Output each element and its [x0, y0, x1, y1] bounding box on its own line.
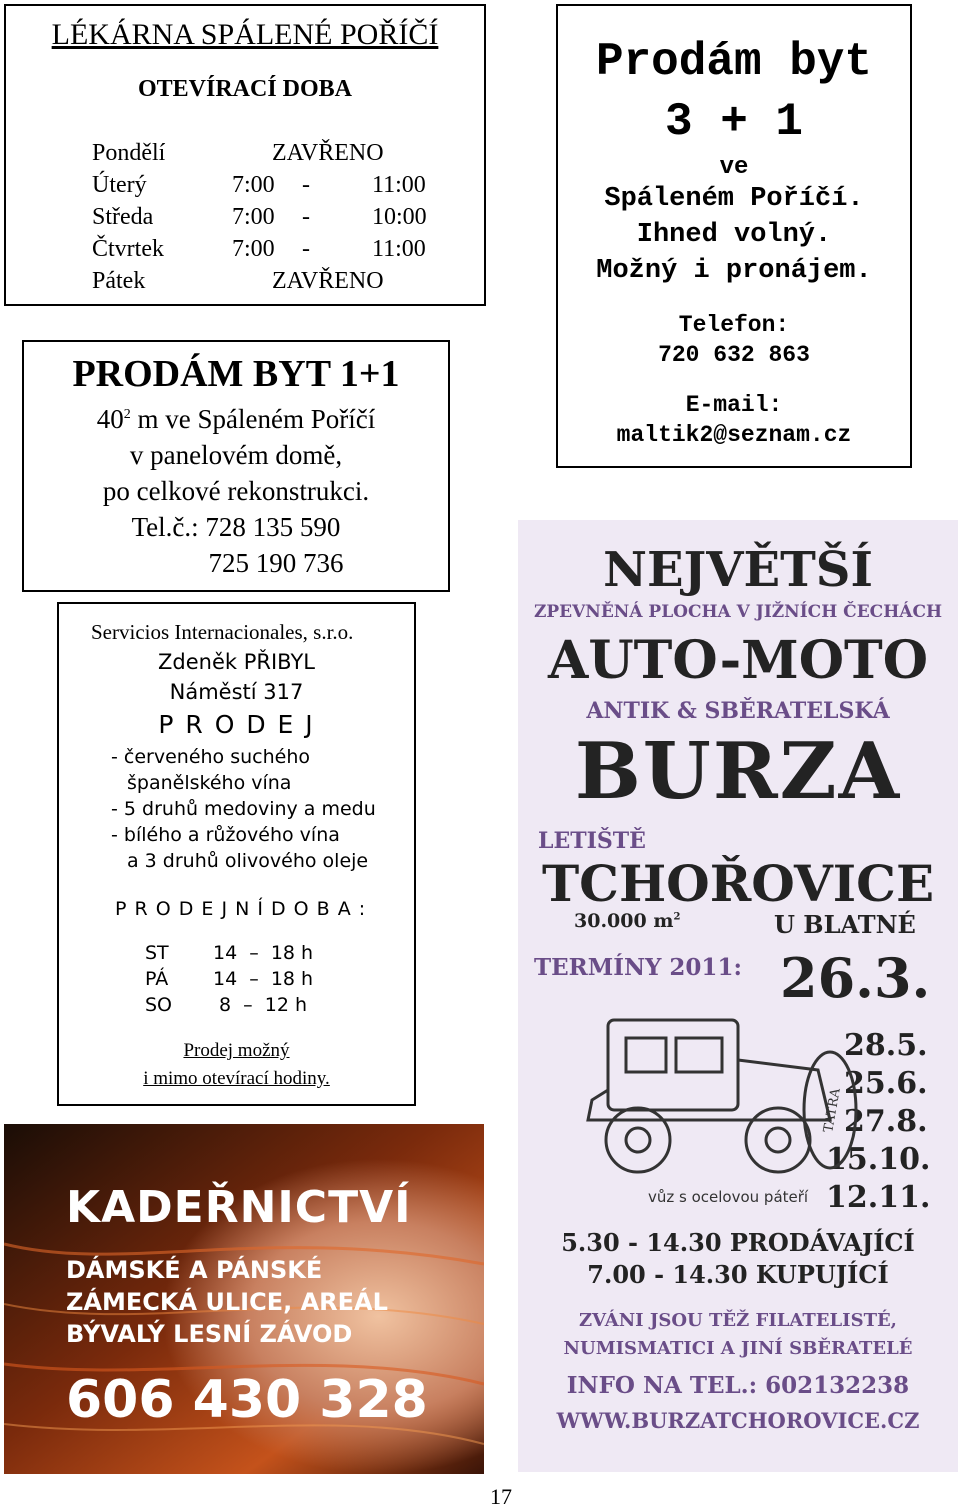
hours-row-monday — [92, 140, 472, 172]
pharmacy-title: LÉKÁRNA SPÁLENÉ POŘÍČÍ — [51, 18, 439, 51]
burza-sellers: 5.30 - 14.30 PRODÁVAJÍCÍ — [561, 1228, 915, 1257]
opening-hours-heading: OTEVÍRACÍ DOBA — [137, 76, 353, 102]
burza-blatna: U BLATNÉ — [774, 910, 916, 939]
hairdresser-phone: 606 430 328 — [66, 1370, 428, 1430]
open-time: 7:00 — [232, 236, 275, 262]
hours-row-tuesday — [92, 172, 472, 204]
area-rest: m ve Spáleném Poříčí — [130, 404, 376, 434]
burza-area-sup: 2 — [673, 911, 681, 923]
wine-item: španělského vína — [127, 772, 292, 794]
burza-date: 27.8. — [844, 1104, 928, 1139]
car-brand-label: TATRA — [821, 1087, 844, 1134]
day-label: Pátek — [92, 268, 146, 294]
day-label: Pondělí — [92, 140, 166, 166]
hours-row-wednesday — [92, 204, 472, 236]
burza-info-phone: INFO NA TEL.: 602132238 — [566, 1372, 910, 1399]
wine-note-1: Prodej možný — [183, 1040, 290, 1061]
close-time: 11:00 — [372, 236, 426, 262]
burza-area — [574, 910, 680, 932]
wine-hours-day: PÁ — [145, 968, 169, 990]
flat-line-renovation: po celkové rekonstrukci. — [102, 476, 370, 506]
closed-label: ZAVŘENO — [272, 268, 384, 294]
wine-item: - červeného suchého — [111, 746, 310, 768]
hairdresser-line-2: ZÁMECKÁ ULICE, AREÁL — [66, 1288, 388, 1316]
burza-line-letiste: LETIŠTĚ — [538, 828, 646, 854]
wine-item: - bílého a růžového vína — [111, 824, 340, 846]
burza-date: 26.3. — [780, 946, 931, 1010]
wine-company: Servicios Internacionales, s.r.o. — [91, 620, 354, 644]
vintage-car-illustration — [568, 990, 868, 1230]
pharmacy-hours-box — [4, 4, 486, 306]
flat-large-phone: 720 632 863 — [658, 342, 810, 368]
flat-1plus1-ad — [22, 340, 450, 592]
burza-terms-label: TERMÍNY 2011: — [534, 954, 742, 981]
flat-area-line — [24, 404, 448, 435]
flat-large-email-label: E-mail: — [685, 392, 783, 418]
wine-address: Náměstí 317 — [169, 680, 304, 704]
flat-large-size: 3 + 1 — [664, 96, 804, 148]
time-dash: - — [302, 236, 310, 262]
flat-3plus1-ad — [556, 4, 912, 468]
wine-hours-day: ST — [145, 942, 169, 964]
hairdresser-line-3: BÝVALÝ LESNÍ ZÁVOD — [66, 1320, 353, 1348]
flat-line-panel: v panelovém domě, — [129, 440, 343, 470]
flat-ad-heading: PRODÁM BYT 1+1 — [72, 353, 400, 395]
wine-owner: Zdeněk PŘIBYL — [158, 650, 315, 674]
flat-large-heading: Prodám byt — [595, 36, 873, 88]
burza-line-area: ZPEVNĚNÁ PLOCHA V JIŽNÍCH ČECHÁCH — [533, 602, 943, 622]
hours-row-thursday — [92, 236, 472, 268]
hours-row-friday — [92, 268, 472, 300]
flat-large-rent: Možný i pronájem. — [596, 256, 872, 286]
flat-large-location: Spáleném Poříčí. — [604, 184, 864, 214]
page-number: 17 — [490, 1484, 512, 1509]
car-caption: vůz s ocelovou páteří — [648, 1188, 809, 1206]
wine-note-2: i mimo otevírací hodiny. — [143, 1068, 330, 1089]
burza-date: 28.5. — [844, 1028, 928, 1063]
wine-hours-title: P R O D E J N Í D O B A : — [115, 898, 367, 920]
wine-hours-time: 14 – 18 h — [213, 968, 314, 990]
wine-prodej-heading: P R O D E J — [158, 710, 315, 739]
burza-line-burza: BURZA — [574, 726, 902, 817]
burza-invite-2: NUMISMATICI A JINÍ SBĚRATELÉ — [563, 1338, 913, 1359]
burza-line-largest: NEJVĚTŠÍ — [603, 542, 873, 598]
hairdresser-title: KADEŘNICTVÍ — [66, 1182, 412, 1233]
wine-hours-time: 14 – 18 h — [213, 942, 314, 964]
burza-line-antik: ANTIK & SBĚRATELSKÁ — [586, 698, 890, 724]
wine-shop-ad — [57, 602, 416, 1106]
hairdresser-line-1: DÁMSKÉ A PÁNSKÉ — [66, 1256, 323, 1284]
burza-invite-1: ZVÁNI JSOU TĚŽ FILATELISTÉ, — [579, 1310, 897, 1331]
close-time: 11:00 — [372, 172, 426, 198]
day-label: Úterý — [92, 172, 147, 198]
burza-date: 25.6. — [844, 1066, 928, 1101]
burza-line-tchorovice: TCHOŘOVICE — [541, 854, 935, 913]
close-time: 10:00 — [372, 204, 427, 230]
wine-hours-day: SO — [145, 994, 173, 1016]
burza-date: 15.10. — [826, 1142, 931, 1177]
flat-large-available: Ihned volný. — [636, 220, 832, 250]
area-number: 40 — [96, 404, 124, 434]
area-superscript: 2 — [123, 407, 131, 422]
wine-item: - 5 druhů medoviny a medu — [111, 798, 376, 820]
time-dash: - — [302, 172, 310, 198]
flat-large-phone-label: Telefon: — [678, 312, 790, 338]
flat-phone-1: Tel.č.: 728 135 590 — [131, 512, 341, 542]
open-time: 7:00 — [232, 204, 275, 230]
burza-date: 12.11. — [826, 1180, 931, 1215]
time-dash: - — [302, 204, 310, 230]
open-time: 7:00 — [232, 172, 275, 198]
hairdresser-poster — [4, 1124, 484, 1474]
burza-poster — [518, 520, 958, 1472]
flat-large-email: maltik2@seznam.cz — [616, 422, 852, 448]
wine-hours-time: 8 – 12 h — [219, 994, 308, 1016]
burza-line-automoto: AUTO-MOTO — [547, 630, 929, 691]
burza-website: WWW.BURZATCHOROVICE.CZ — [556, 1408, 920, 1433]
flat-phone-2: 725 190 736 — [208, 548, 344, 578]
wine-item: a 3 druhů olivového oleje — [127, 850, 369, 872]
day-label: Středa — [92, 204, 154, 230]
burza-buyers: 7.00 - 14.30 KUPUJÍCÍ — [587, 1260, 889, 1289]
closed-label: ZAVŘENO — [272, 140, 384, 166]
flat-large-ve: ve — [719, 154, 749, 181]
burza-area-value: 30.000 m — [574, 910, 674, 932]
day-label: Čtvrtek — [92, 236, 164, 262]
